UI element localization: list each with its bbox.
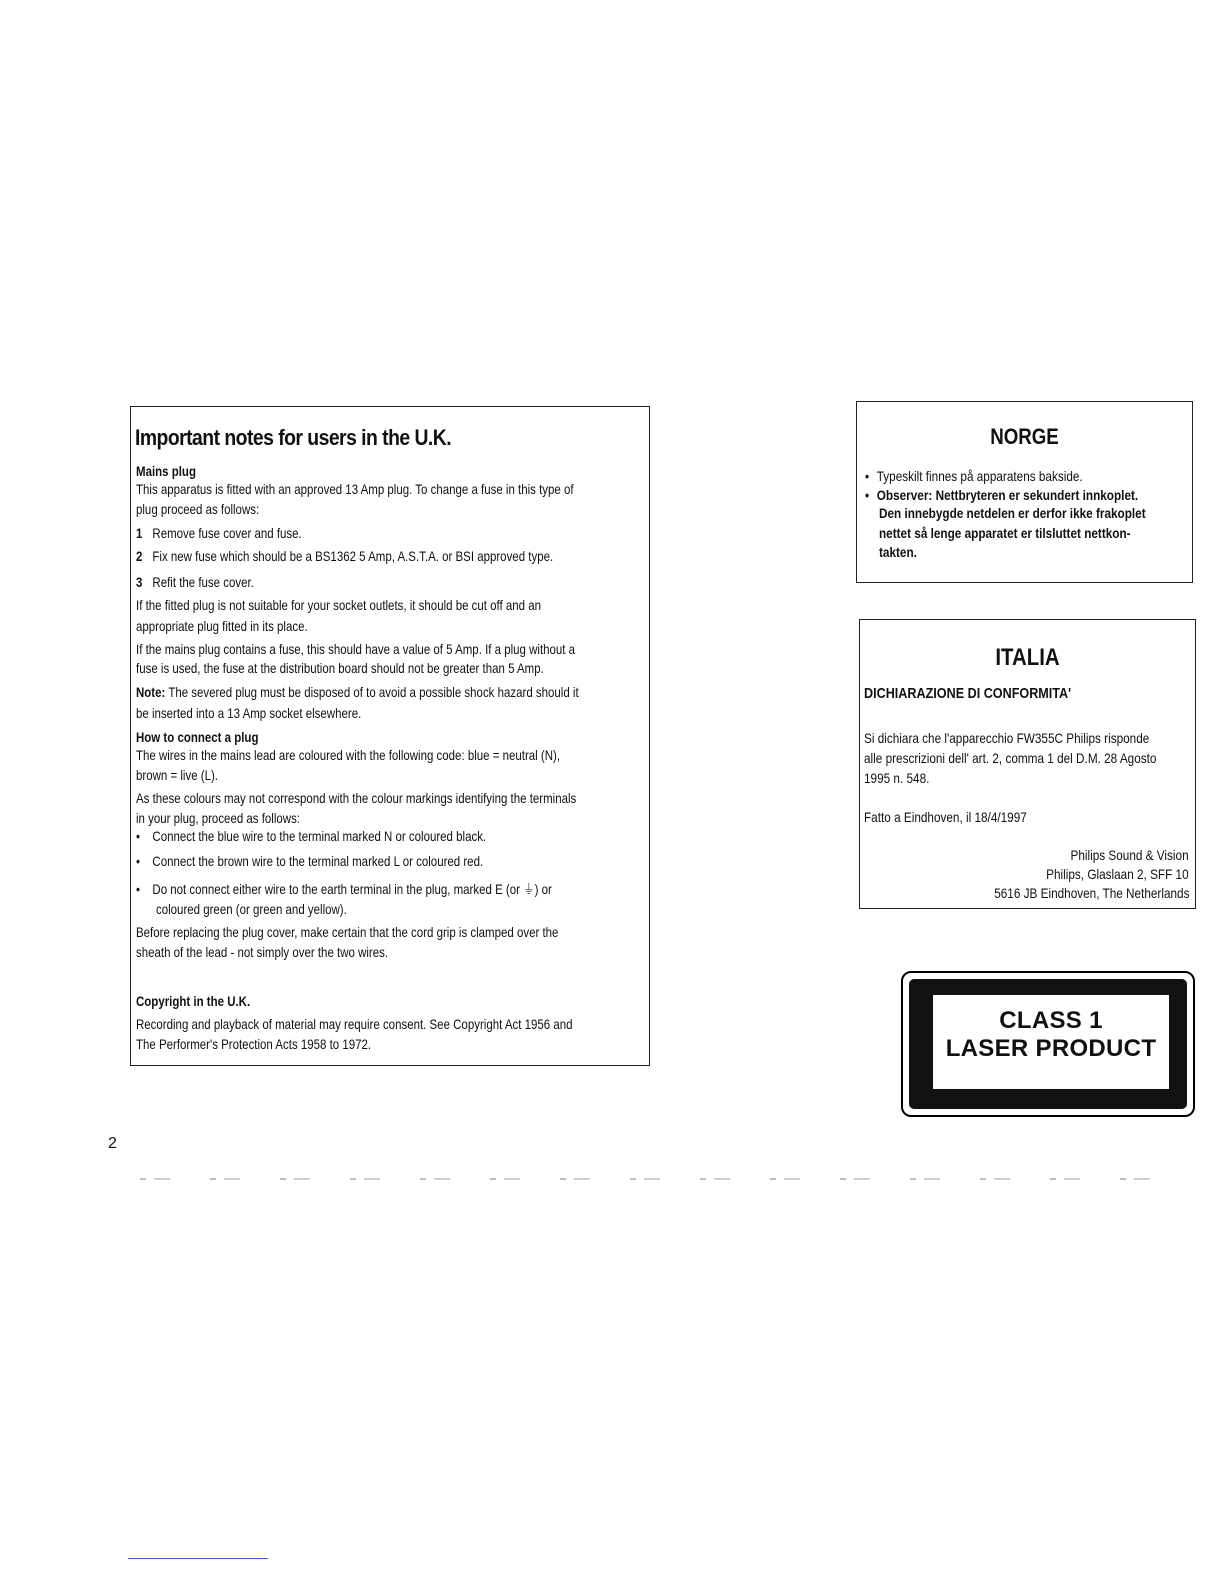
signature-line: Philips Sound & Vision [1070, 847, 1189, 863]
uk-paragraph: appropriate plug fitted in its place. [136, 618, 308, 634]
uk-paragraph: plug proceed as follows: [136, 501, 260, 517]
list-item: • Connect the blue wire to the terminal marked N or coloured black. [136, 828, 487, 844]
laser-label-frame [909, 979, 1187, 1109]
laser-label [901, 971, 1195, 1117]
note-text: The severed plug must be disposed of to avoid a possible shock hazard should it [165, 684, 579, 700]
uk-notes-box [130, 406, 650, 1066]
list-item: • Typeskilt finnes på apparatens bakside. [865, 468, 1083, 484]
uk-title: Important notes for users in the U.K. [135, 425, 452, 450]
uk-paragraph: be inserted into a 13 Amp socket elsewhere. [136, 705, 362, 721]
list-item-continued: coloured green (or green and yellow). [156, 901, 347, 917]
laser-product: LASER PRODUCT [945, 1035, 1157, 1062]
mains-plug-heading: Mains plug [136, 463, 196, 479]
laser-label-inner [933, 995, 1169, 1089]
bullet-icon: • [136, 828, 141, 844]
step-1 [136, 525, 302, 541]
uk-paragraph: If the mains plug contains a fuse, this should have a value of 5 Amp. If a plug without a [136, 641, 576, 657]
divider [128, 1558, 268, 1559]
step-3 [136, 574, 254, 590]
italia-title: ITALIA [995, 644, 1060, 671]
uk-paragraph: sheath of the lead - not simply over the two wires. [136, 944, 389, 960]
norge-text: nettet så lenge apparatet er tilsluttet nettkon- [879, 525, 1131, 541]
italia-subtitle: DICHIARAZIONE DI CONFORMITA' [864, 685, 1072, 702]
note-label: Note: [136, 684, 166, 700]
norge-box [856, 401, 1193, 583]
signature-line: Philips, Glaslaan 2, SFF 10 [1046, 866, 1189, 882]
list-item: • Do not connect either wire to the earth terminal in the plug, marked E (or ⏚) or [136, 881, 552, 897]
step-number: 2 [136, 548, 143, 564]
divider [131, 1065, 649, 1066]
step-2 [136, 548, 553, 564]
bullet-icon: • [136, 853, 141, 869]
uk-paragraph: fuse is used, the fuse at the distribution board should not be greater than 5 Amp. [136, 660, 544, 676]
uk-paragraph: If the fitted plug is not suitable for your socket outlets, it should be cut off and an [136, 597, 542, 613]
uk-paragraph: The Performer's Protection Acts 1958 to 1972. [136, 1036, 372, 1052]
norge-text: takten. [879, 544, 917, 560]
list-item: • Observer: Nettbryteren er sekundert innkoplet. [865, 487, 1139, 503]
norge-text: Den innebygde netdelen er derfor ikke frakoplet [879, 505, 1146, 521]
uk-paragraph: in your plug, proceed as follows: [136, 810, 300, 826]
uk-paragraph: Recording and playback of material may require consent. See Copyright Act 1956 and [136, 1016, 573, 1032]
step-text: Remove fuse cover and fuse. [152, 525, 302, 541]
list-item: • Connect the brown wire to the terminal marked L or coloured red. [136, 853, 484, 869]
step-text: Fix new fuse which should be a BS1362 5 Amp, A.S.T.A. or BSI approved type. [152, 548, 554, 564]
connect-plug-heading: How to connect a plug [136, 729, 259, 745]
note-paragraph [136, 684, 579, 700]
step-number: 1 [136, 525, 143, 541]
italia-text: 1995 n. 548. [864, 770, 930, 786]
step-text: Refit the fuse cover. [152, 574, 254, 590]
norge-title: NORGE [990, 424, 1059, 449]
italia-text: Si dichiara che l'apparecchio FW355C Philips risponde [864, 730, 1150, 746]
bullet-icon: • [865, 487, 870, 503]
italia-box [859, 619, 1196, 909]
scan-artifact [140, 1178, 1190, 1180]
copyright-heading: Copyright in the U.K. [136, 993, 251, 1009]
uk-paragraph: The wires in the mains lead are coloured with the following code: blue = neutral (N), [136, 747, 561, 763]
signature-line: 5616 JB Eindhoven, The Netherlands [993, 885, 1189, 901]
uk-paragraph: This apparatus is fitted with an approved 13 Amp plug. To change a fuse in this type of [136, 481, 574, 497]
bullet-icon: • [136, 881, 141, 897]
italia-date: Fatto a Eindhoven, il 18/4/1997 [864, 809, 1027, 825]
page-number: 2 [108, 1135, 117, 1152]
uk-paragraph: As these colours may not correspond with the colour markings identifying the terminals [136, 790, 577, 806]
step-number: 3 [136, 574, 143, 590]
laser-class: CLASS 1 [999, 1007, 1103, 1034]
uk-paragraph: brown = live (L). [136, 767, 218, 783]
bullet-icon: • [865, 468, 870, 484]
uk-paragraph: Before replacing the plug cover, make certain that the cord grip is clamped over the [136, 924, 559, 940]
italia-text: alle prescrizioni dell' art. 2, comma 1 del D.M. 28 Agosto [864, 750, 1157, 766]
